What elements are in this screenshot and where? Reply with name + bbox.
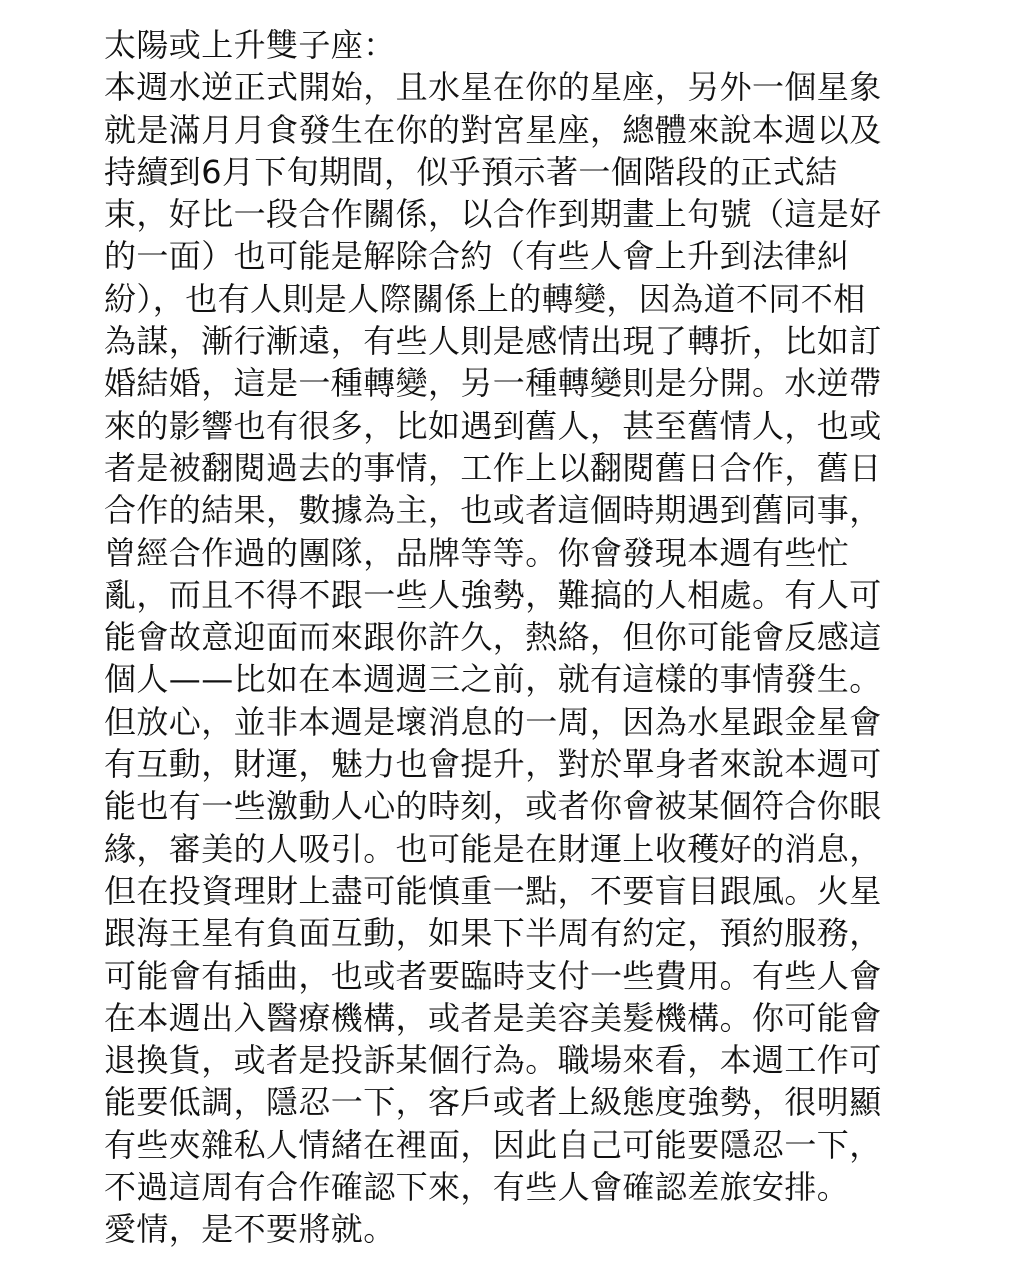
- text-line: 能也有一些激動人心的時刻，或者你會被某個符合你眼: [104, 787, 882, 826]
- text-line: 但在投資理財上盡可能慎重一點，不要盲目跟風。火星: [104, 871, 882, 910]
- text-line: 來的影響也有很多，比如遇到舊人，甚至舊情人，也或: [104, 406, 882, 445]
- text-line: 不過這周有合作確認下來，有些人會確認差旅安排。: [104, 1168, 850, 1207]
- text-line: 本週水逆正式開始，且水星在你的星座，另外一個星象: [104, 68, 882, 107]
- text-line: 能要低調，隱忍一下，客戶或者上級態度強勢，很明顯: [104, 1083, 882, 1122]
- text-line: 有些夾雜私人情緒在裡面，因此自己可能要隱忍一下，: [104, 1125, 882, 1164]
- text-line: 合作的結果，數據為主，也或者這個時期遇到舊同事，: [104, 491, 882, 530]
- text-line: 為謀，漸行漸遠，有些人則是感情出現了轉折，比如訂: [104, 322, 882, 361]
- text-line: 在本週出入醫療機構，或者是美容美髮機構。你可能會: [104, 998, 882, 1037]
- text-line: 個人——比如在本週週三之前，就有這樣的事情發生。: [104, 660, 882, 699]
- heading-line: 太陽或上升雙子座：: [104, 26, 396, 64]
- text-line: 持續到6月下旬期間，似乎預示著一個階段的正式結: [104, 152, 838, 191]
- text-line: 緣，審美的人吸引。也可能是在財運上收穫好的消息，: [104, 829, 882, 868]
- text-line: 愛情，是不要將就。: [104, 1210, 396, 1249]
- horoscope-text: [104, 24, 934, 1251]
- text-line: 有互動，財運，魅力也會提升，對於單身者來說本週可: [104, 745, 882, 784]
- text-line: 亂，而且不得不跟一些人強勢，難搞的人相處。有人可: [104, 575, 882, 614]
- text-line: 紛），也有人則是人際關係上的轉變，因為道不同不相: [104, 279, 866, 318]
- text-line: 退換貨，或者是投訴某個行為。職場來看，本週工作可: [104, 1041, 882, 1080]
- text-line: 但放心，並非本週是壞消息的一周，因為水星跟金星會: [104, 702, 882, 741]
- text-line: 能會故意迎面而來跟你許久，熱絡，但你可能會反感這: [104, 618, 882, 657]
- text-line: 束，好比一段合作關係，以合作到期畫上句號（這是好: [104, 195, 882, 234]
- text-line: 曾經合作過的團隊，品牌等等。你會發現本週有些忙: [104, 533, 850, 572]
- text-line: 就是滿月月食發生在你的對宮星座，總體來說本週以及: [104, 110, 882, 149]
- text-line: 的一面）也可能是解除合約（有些人會上升到法律糾: [104, 237, 850, 276]
- text-line: 可能會有插曲，也或者要臨時支付一些費用。有些人會: [104, 956, 882, 995]
- text-line: 者是被翻閱過去的事情，工作上以翻閱舊日合作，舊日: [104, 448, 882, 487]
- text-line: 婚結婚，這是一種轉變，另一種轉變則是分開。水逆帶: [104, 364, 882, 403]
- text-line: 跟海王星有負面互動，如果下半周有約定，預約服務，: [104, 914, 882, 953]
